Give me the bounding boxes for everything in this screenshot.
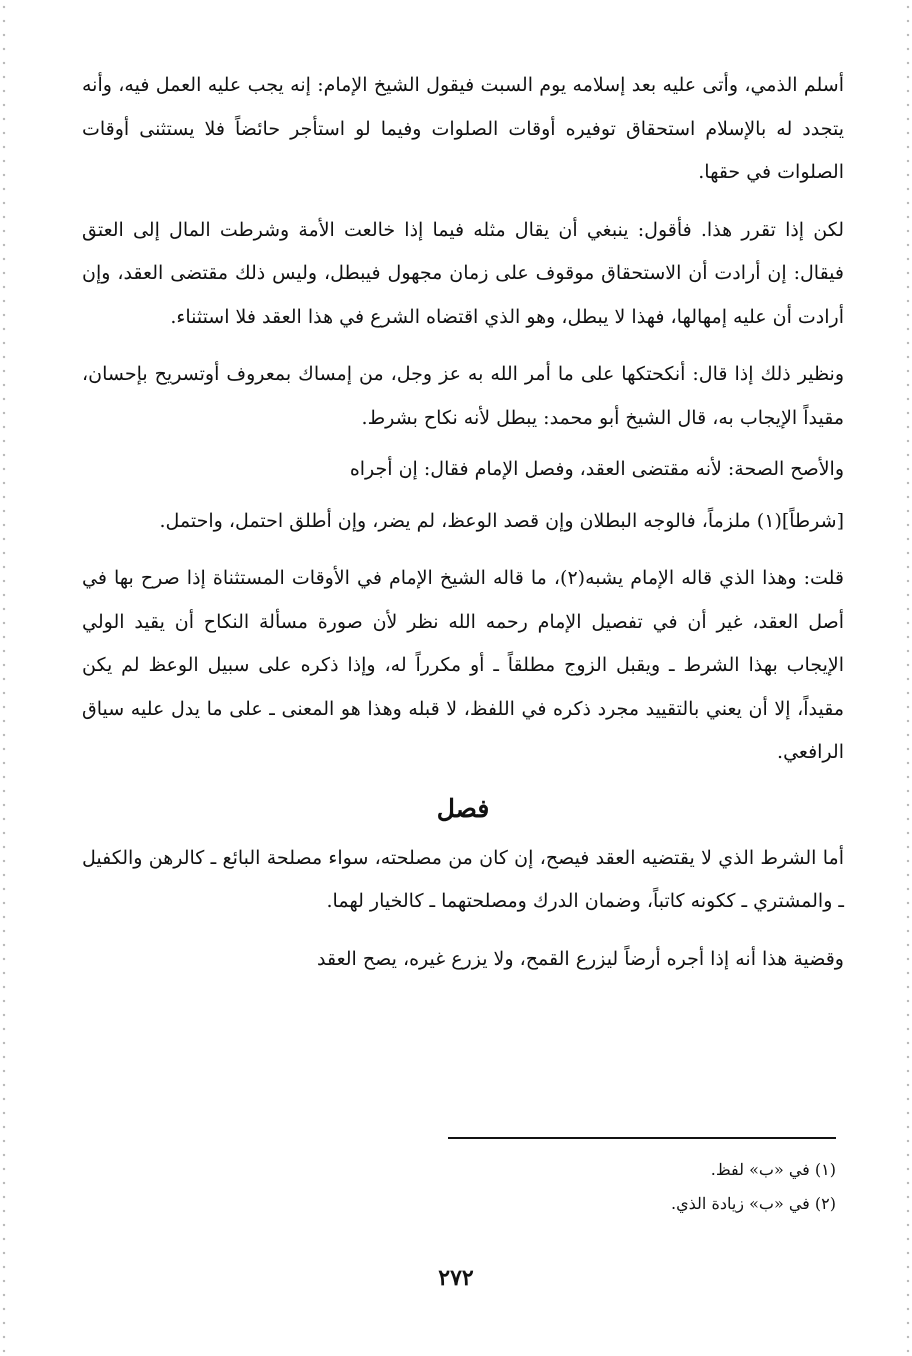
footnote-2: (٢) في «ب» زيادة الذي. xyxy=(671,1194,836,1213)
footnote-1: (١) في «ب» لفظ. xyxy=(710,1160,836,1179)
page-number: ٢٧٢ xyxy=(438,1265,474,1291)
paragraph-8: وقضية هذا أنه إذا أجره أرضاً ليزرع القمح، ولا يزرع غيره، يصح العقد xyxy=(317,947,844,970)
paragraph-3: ونظير ذلك إذا قال: أنكحتكها على ما أمر الله به عز وجل، من إمساك بمعروف أوتسريح بإحسان، مقيداً الإيجاب به، قال الشيخ أبو محمد: يبطل لأنه نكاح بشرط. xyxy=(82,363,844,429)
paragraph-4: والأصح الصحة: لأنه مقتضى العقد، وفصل الإمام فقال: إن أجراه xyxy=(349,458,844,480)
footnotes xyxy=(448,1153,836,1221)
paragraph-2: لكن إذا تقرر هذا. فأقول: ينبغي أن يقال مثله فيما إذا خالعت الأمة وشرطت المال إلى العتق فيقال: إن أرادت أن الاستحقاق موقوف على زمان مجهول فيبطل، وليس ذلك مقتضى العقد، وإن أرادت أن عليه إمهالها، فهذا لا يبطل، وهو الذي اقتضاه الشرع في هذا العقد فلا استثناء. xyxy=(82,218,844,328)
left-margin-dots xyxy=(2,0,6,1356)
paragraph-5: [شرطاً](١) ملزماً، فالوجه البطلان وإن قصد الوعظ، لم يضر، وإن أطلق احتمل، واحتمل. xyxy=(159,509,844,532)
paragraph-6: قلت: وهذا الذي قاله الإمام يشبه(٢)، ما قاله الشيخ الإمام في الأوقات المستثناة إذا صرح بها في أصل العقد، غير أن في تفصيل الإمام رحمه الله نظر لأن صورة مسألة النكاح أن يقيد الولي الإيجاب بهذا الشرط ـ ويقبل الزوج مطلقاً ـ أو مكرراً له، وإذا ذكره على سبيل الوعظ لم يكن مقيداً، إلا أن يعني بالتقييد مجرد ذكره في اللفظ، لا قبله وهذا هو المعنى ـ على ما يدل عليه سياق الرافعي. xyxy=(82,567,844,763)
footnote-divider xyxy=(448,1137,836,1139)
paragraph-7: أما الشرط الذي لا يقتضيه العقد فيصح، إن كان من مصلحته، سواء مصلحة البائع ـ كالرهن والكفيل ـ والمشتري ـ ككونه كاتباً، وضمان الدرك ومصلحتهما ـ كالخيار لهما. xyxy=(82,846,844,912)
section-heading: فصل xyxy=(436,793,490,823)
right-margin-dots xyxy=(906,0,910,1356)
page-body xyxy=(82,64,844,981)
paragraph-1: أسلم الذمي، وأتى عليه بعد إسلامه يوم السبت فيقول الشيخ الإمام: إنه يجب عليه العمل فيه، وأنه يتجدد له بالإسلام استحقاق توفيره أوقات الصلوات وفيما لو استأجر حائضاً فلا يستثنى أوقات الصلوات في حقها. xyxy=(82,74,844,183)
